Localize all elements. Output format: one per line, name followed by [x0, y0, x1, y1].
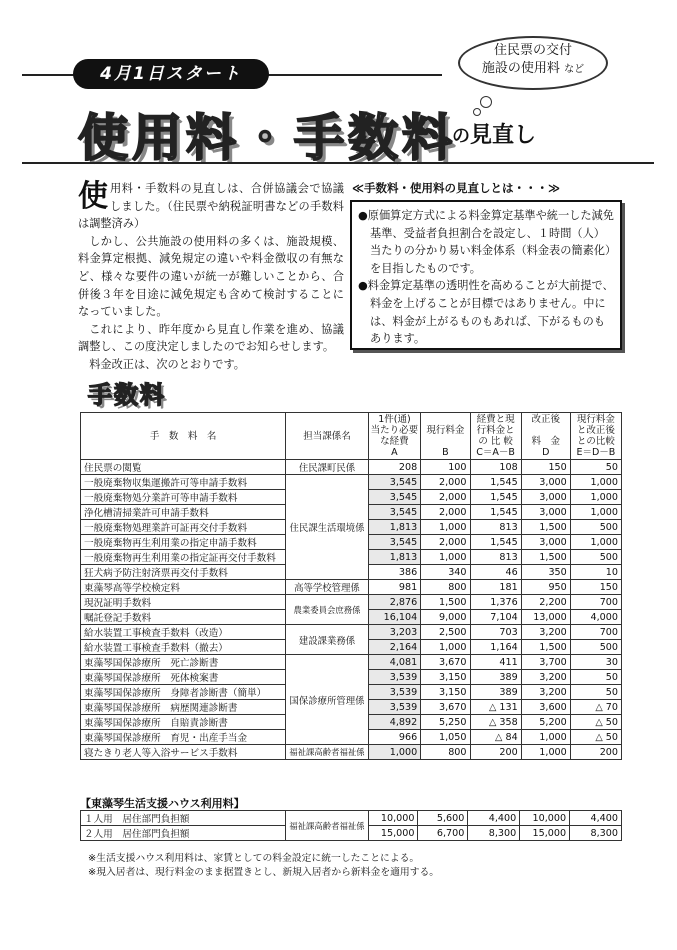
fee-value-b: 800	[421, 580, 470, 595]
fee-name-cell: 嘱託登記手数料	[81, 610, 286, 625]
fee-value-d: 1,500	[521, 520, 570, 535]
fee-value-b: 3,150	[421, 685, 470, 700]
house-value-e: 4,400	[570, 811, 622, 826]
house-value-b: 6,700	[418, 826, 468, 841]
fee-value-b: 3,670	[421, 700, 470, 715]
fee-value-d: 3,200	[521, 685, 570, 700]
fee-name-cell: 住民票の閲覧	[81, 460, 286, 475]
fee-value-c: 200	[470, 745, 521, 760]
fee-row	[81, 655, 622, 670]
subtitle-particle: の	[452, 126, 470, 147]
note-1: ※生活支援ハウス利用料は、家賃としての料金設定に統一したことによる。	[88, 853, 420, 864]
fee-value-d: 950	[521, 580, 570, 595]
fee-name-cell: 東藻琴国保診療所 身障者診断書（簡単）	[81, 685, 286, 700]
bubble-line-2-text: 施設の使用料	[481, 61, 560, 76]
fee-value-c: 46	[470, 565, 521, 580]
fee-value-a: 4,081	[368, 655, 421, 670]
house-value-b: 5,600	[418, 811, 468, 826]
fee-value-d: 3,200	[521, 670, 570, 685]
intro-paragraph-3: これにより、昨年度から見直し作業を進め、協議調整し、この度決定しましたのでお知らせします。	[78, 322, 344, 354]
fee-value-d: 3,000	[521, 505, 570, 520]
fee-name-cell: 寝たきり老人等入浴サービス手数料	[81, 745, 286, 760]
fee-value-d: 1,000	[521, 730, 570, 745]
header-cost: 1件(通) 当たり必要 な経費 A	[368, 413, 421, 460]
fee-value-e: 1,000	[570, 490, 621, 505]
fee-value-a: 1,813	[368, 520, 421, 535]
fee-value-a: 981	[368, 580, 421, 595]
fee-value-a: 3,545	[368, 535, 421, 550]
fee-value-e: 500	[570, 550, 621, 565]
fee-value-a: 966	[368, 730, 421, 745]
fee-dept-cell: 福祉課高齢者福祉係	[286, 745, 368, 760]
fee-name-cell: 東藻琴国保診療所 自賠責診断書	[81, 715, 286, 730]
header-current: 現行料金 B	[421, 413, 470, 460]
house-value-a: 15,000	[368, 826, 418, 841]
fee-name-cell: 東藻琴国保診療所 病歴関連診断書	[81, 700, 286, 715]
fee-dept-cell: 住民課生活環境係	[286, 475, 368, 580]
subtitle-text: 見直し	[470, 123, 537, 148]
fee-value-b: 9,000	[421, 610, 470, 625]
header-revised: 改正後 料 金 D	[521, 413, 570, 460]
fee-value-a: 386	[368, 565, 421, 580]
fee-value-c: 1,376	[470, 595, 521, 610]
fee-name-cell: 一般廃棄物処理業許可証再交付手数料	[81, 520, 286, 535]
fee-name-cell: 一般廃棄物収集運搬許可等申請手数料	[81, 475, 286, 490]
fee-value-a: 3,203	[368, 625, 421, 640]
house-name-cell: ２人用 居住部門負担額	[81, 826, 286, 841]
fee-value-b: 100	[421, 460, 470, 475]
fee-value-a: 2,164	[368, 640, 421, 655]
fee-value-a: 2,876	[368, 595, 421, 610]
fee-value-e: 50	[570, 685, 621, 700]
fee-value-d: 350	[521, 565, 570, 580]
fee-value-c: 411	[470, 655, 521, 670]
header-rule-bottom	[22, 162, 654, 164]
topic-bubble	[458, 36, 608, 90]
bubble-suffix: など	[564, 64, 585, 75]
fee-value-c: 181	[470, 580, 521, 595]
fee-value-e: 30	[570, 655, 621, 670]
fee-value-b: 3,150	[421, 670, 470, 685]
bubble-line-2	[460, 60, 606, 79]
fee-value-c: 813	[470, 520, 521, 535]
fee-value-b: 2,000	[421, 475, 470, 490]
note-2: ※現入居者は、現行料金のまま据置きとし、新規入居者から新料金を適用する。	[88, 867, 440, 878]
fee-value-e: 10	[570, 565, 621, 580]
definition-bullet-2: ●料金算定基準の透明性を高めることが大前提で、料金を上げることが目標ではありません。中には、料金が上がるものもあれば、下がるものもあります。	[358, 279, 614, 346]
fee-value-e: 700	[570, 625, 621, 640]
house-dept-cell: 福祉課高齢者福祉係	[286, 811, 368, 841]
fee-value-a: 3,539	[368, 700, 421, 715]
fee-value-a: 4,892	[368, 715, 421, 730]
main-subtitle	[452, 118, 536, 149]
fee-value-e: 1,000	[570, 475, 621, 490]
fee-value-a: 208	[368, 460, 421, 475]
fee-value-c: 1,164	[470, 640, 521, 655]
fee-dept-cell: 高等学校管理係	[286, 580, 368, 595]
fee-name-cell: 東藻琴高等学校検定料	[81, 580, 286, 595]
fee-value-c: 1,545	[470, 535, 521, 550]
house-value-a: 10,000	[368, 811, 418, 826]
house-value-d: 10,000	[520, 811, 570, 826]
bubble-dot-large	[480, 96, 492, 108]
fee-value-c: △ 358	[470, 715, 521, 730]
fee-value-c: 703	[470, 625, 521, 640]
fee-value-b: 2,500	[421, 625, 470, 640]
fee-value-b: 1,050	[421, 730, 470, 745]
fee-value-d: 3,000	[521, 490, 570, 505]
fee-value-d: 1,500	[521, 550, 570, 565]
definition-heading: ≪手数料・使用料の見直しとは・・・≫	[352, 181, 561, 195]
fee-value-e: 50	[570, 670, 621, 685]
house-value-c: 8,300	[468, 826, 520, 841]
bubble-dot-small	[473, 108, 481, 116]
fee-value-d: 1,500	[521, 640, 570, 655]
fee-name-cell: 給水装置工事検査手数料（改造）	[81, 625, 286, 640]
fee-value-d: 2,200	[521, 595, 570, 610]
definition-bullet-1: ●原価算定方式による料金算定基準や統一した減免基準、受益者負担割合を設定し、１時間（人）当たりの分かり易い料金体系（料金表の簡素化）を目指したものです。	[358, 209, 614, 275]
fee-name-cell: 給水装置工事検査手数料（撤去）	[81, 640, 286, 655]
fee-value-b: 2,000	[421, 535, 470, 550]
main-title: 使用料・手数料	[78, 109, 456, 167]
fee-value-d: 13,000	[521, 610, 570, 625]
fee-value-c: 813	[470, 550, 521, 565]
fee-row	[81, 475, 622, 490]
fee-value-a: 3,545	[368, 490, 421, 505]
house-row	[81, 811, 622, 826]
fee-value-b: 340	[421, 565, 470, 580]
fee-value-b: 1,000	[421, 550, 470, 565]
fee-name-cell: 一般廃棄物処分業許可等申請手数料	[81, 490, 286, 505]
fee-value-a: 3,539	[368, 685, 421, 700]
fee-value-e: 500	[570, 640, 621, 655]
fee-name-cell: 一般廃棄物再生利用業の指定証再交付手数料	[81, 550, 286, 565]
fee-value-e: 1,000	[570, 505, 621, 520]
fee-value-e: 500	[570, 520, 621, 535]
fee-row	[81, 745, 622, 760]
house-section-title: 【東藻琴生活支援ハウス利用料】	[80, 797, 245, 810]
fee-value-d: 3,600	[521, 700, 570, 715]
fee-value-c: 1,545	[470, 505, 521, 520]
fee-value-d: 5,200	[521, 715, 570, 730]
fee-name-cell: 一般廃棄物再生利用業の指定申請手数料	[81, 535, 286, 550]
fee-value-e: △ 50	[570, 715, 621, 730]
fees-section-title: 手数料	[88, 381, 166, 409]
fee-value-d: 3,700	[521, 655, 570, 670]
fee-value-b: 2,000	[421, 505, 470, 520]
fee-value-a: 16,104	[368, 610, 421, 625]
fee-name-cell: 東藻琴国保診療所 死体検案書	[81, 670, 286, 685]
fee-name-cell: 狂犬病予防注射済票再交付手数料	[81, 565, 286, 580]
fee-name-cell: 東藻琴国保診療所 育児・出産手当金	[81, 730, 286, 745]
fee-value-d: 3,000	[521, 535, 570, 550]
fee-name-cell: 浄化槽清掃業許可申請手数料	[81, 505, 286, 520]
house-table	[80, 810, 622, 841]
definition-box	[350, 200, 622, 350]
intro-text	[78, 180, 344, 374]
header-name: 手 数 料 名	[81, 413, 286, 460]
fee-value-e: 700	[570, 595, 621, 610]
fee-value-b: 1,000	[421, 520, 470, 535]
fee-value-c: 7,104	[470, 610, 521, 625]
fee-name-cell: 東藻琴国保診療所 死亡診断書	[81, 655, 286, 670]
fee-value-c: 389	[470, 685, 521, 700]
house-value-d: 15,000	[520, 826, 570, 841]
drop-cap: 使	[78, 179, 108, 214]
fee-name-cell: 現況証明手数料	[81, 595, 286, 610]
fee-value-e: △ 50	[570, 730, 621, 745]
fee-value-c: △ 84	[470, 730, 521, 745]
fee-value-b: 1,000	[421, 640, 470, 655]
fee-value-b: 1,500	[421, 595, 470, 610]
header-diff: 経費と現 行料金と の 比 較 C＝A－B	[470, 413, 521, 460]
house-value-e: 8,300	[570, 826, 622, 841]
fee-value-c: △ 131	[470, 700, 521, 715]
fee-dept-cell: 建設課業務係	[286, 625, 368, 655]
intro-paragraph-2: しかし、公共施設の使用料の多くは、施設規模、料金算定根拠、減免規定の違いや料金徴収の有無など、様々な要件の違いが統一が難しいことから、合併後３年を目途に減免規定も含めて検討することになっていました。	[78, 234, 344, 319]
fee-value-e: 150	[570, 580, 621, 595]
fee-value-a: 1,813	[368, 550, 421, 565]
fee-value-d: 3,200	[521, 625, 570, 640]
fee-value-b: 800	[421, 745, 470, 760]
fee-value-a: 3,545	[368, 505, 421, 520]
fee-value-b: 3,670	[421, 655, 470, 670]
fee-row	[81, 460, 622, 475]
header-dept: 担当課係名	[286, 413, 368, 460]
house-value-c: 4,400	[468, 811, 520, 826]
fee-row	[81, 595, 622, 610]
house-name-cell: １人用 居住部門負担額	[81, 811, 286, 826]
fee-value-a: 3,539	[368, 670, 421, 685]
fee-row	[81, 625, 622, 640]
fee-dept-cell: 住民課町民係	[286, 460, 368, 475]
fee-row	[81, 580, 622, 595]
fee-value-e: 50	[570, 460, 621, 475]
fee-value-b: 2,000	[421, 490, 470, 505]
fee-value-e: 200	[570, 745, 621, 760]
fee-value-d: 1,000	[521, 745, 570, 760]
fee-value-a: 1,000	[368, 745, 421, 760]
fees-table	[80, 412, 622, 760]
header-compare: 現行料金 と改正後 との比較 E＝D－B	[570, 413, 621, 460]
fee-value-e: 1,000	[570, 535, 621, 550]
fee-value-e: △ 70	[570, 700, 621, 715]
fee-value-c: 1,545	[470, 475, 521, 490]
fee-value-c: 1,545	[470, 490, 521, 505]
fee-value-d: 3,000	[521, 475, 570, 490]
fee-value-c: 108	[470, 460, 521, 475]
fee-value-a: 3,545	[368, 475, 421, 490]
fee-value-e: 4,000	[570, 610, 621, 625]
start-date-label: 4月1日スタート	[73, 59, 269, 89]
intro-paragraph-4: 料金改正は、次のとおりです。	[89, 357, 245, 371]
fee-dept-cell: 農業委員会庶務係	[286, 595, 368, 625]
fee-value-d: 150	[521, 460, 570, 475]
bubble-line-1: 住民票の交付	[493, 43, 572, 58]
fee-value-c: 389	[470, 670, 521, 685]
fee-dept-cell: 国保診療所管理係	[286, 655, 368, 745]
fee-value-b: 5,250	[421, 715, 470, 730]
intro-paragraph-1: 用料・手数料の見直しは、合併協議会で協議しました。（住民票や納税証明書などの手数料は調整済み）	[78, 182, 344, 231]
fees-header-row	[81, 413, 622, 460]
